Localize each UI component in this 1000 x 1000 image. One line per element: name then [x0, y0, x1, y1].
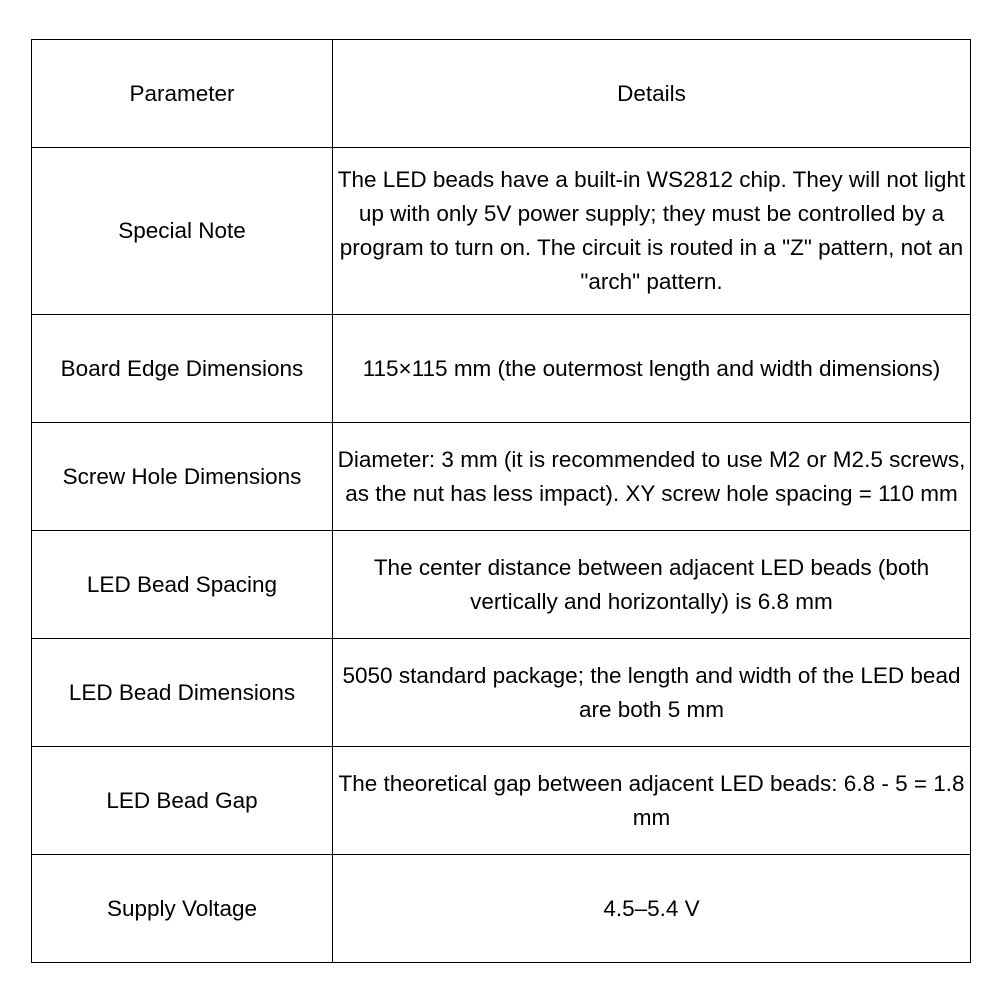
- row-details: 5050 standard package; the length and width of the LED bead are both 5 mm: [333, 639, 971, 747]
- row-details: The center distance between adjacent LED beads (both vertically and horizontally) is 6.8 mm: [333, 531, 971, 639]
- row-details: The LED beads have a built-in WS2812 chip. They will not light up with only 5V power supply; they must be controlled by a program to turn on. The circuit is routed in a "Z" pattern, not an "arch" pattern.: [333, 148, 971, 315]
- table-row: [32, 315, 971, 423]
- row-parameter: Supply Voltage: [32, 855, 333, 963]
- spec-table: [31, 39, 971, 963]
- row-details: Diameter: 3 mm (it is recommended to use M2 or M2.5 screws, as the nut has less impact). XY screw hole spacing = 110 mm: [333, 423, 971, 531]
- row-parameter: Board Edge Dimensions: [32, 315, 333, 423]
- row-parameter: Special Note: [32, 148, 333, 315]
- table-row: [32, 747, 971, 855]
- table-row: [32, 639, 971, 747]
- table-row: [32, 531, 971, 639]
- row-parameter: LED Bead Spacing: [32, 531, 333, 639]
- table-row: [32, 423, 971, 531]
- table-header-row: [32, 40, 971, 148]
- row-details: 115×115 mm (the outermost length and width dimensions): [333, 315, 971, 423]
- row-parameter: Screw Hole Dimensions: [32, 423, 333, 531]
- table-row: [32, 148, 971, 315]
- header-details: Details: [333, 40, 971, 148]
- header-parameter: Parameter: [32, 40, 333, 148]
- row-details: 4.5–5.4 V: [333, 855, 971, 963]
- row-details: The theoretical gap between adjacent LED beads: 6.8 - 5 = 1.8 mm: [333, 747, 971, 855]
- row-parameter: LED Bead Dimensions: [32, 639, 333, 747]
- row-parameter: LED Bead Gap: [32, 747, 333, 855]
- table-row: [32, 855, 971, 963]
